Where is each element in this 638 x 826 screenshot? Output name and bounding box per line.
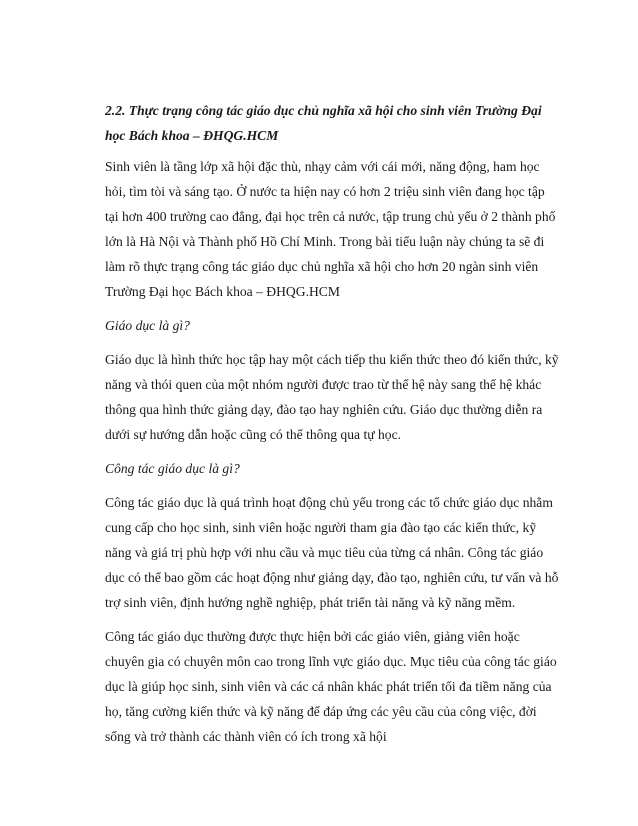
paragraph-education-work-definition: Công tác giáo dục là quá trình hoạt động chủ yếu trong các tổ chức giáo dục nhằm cung cấp cho học sinh, sinh viên hoặc người tham gia đào tạo các kiến thức, kỹ năng và giá trị phù hợp với nhu cầu và mục tiêu của từng cá nhân. Công tác giáo dục có thể bao gồm các hoạt động như giảng dạy, đào tạo, nghiên cứu, tư vấn và hỗ trợ sinh viên, định hướng nghề nghiệp, phát triển tài năng và kỹ năng mềm. xyxy=(105,495,559,610)
subheading-education-work: Công tác giáo dục là gì? xyxy=(105,461,240,476)
spacer xyxy=(105,447,560,456)
paragraph-education-work-goals: Công tác giáo dục thường được thực hiện bởi các giáo viên, giảng viên hoặc chuyên gia có chuyên môn cao trong lĩnh vực giáo dục. Mục tiêu của công tác giáo dục là giúp học sinh, sinh viên và các cá nhân khác phát triển tối đa tiềm năng của họ, tăng cường kiến thức và kỹ năng để đáp ứng các yêu cầu của công việc, đời sống và trở thành các thành viên có ích trong xã hội xyxy=(105,629,557,744)
spacer xyxy=(105,481,560,490)
subheading-what-is-education: Giáo dục là gì? xyxy=(105,318,190,333)
spacer xyxy=(105,338,560,347)
spacer xyxy=(105,304,560,313)
spacer xyxy=(105,615,560,624)
document-body xyxy=(105,98,560,749)
intro-paragraph: Sinh viên là tầng lớp xã hội đặc thù, nhạy cảm với cái mới, năng động, ham học hỏi, tìm tòi và sáng tạo. Ở nước ta hiện nay có hơn 2 triệu sinh viên đang học tập tại hơn 400 trường cao đẳng, đại học trên cả nước, tập trung chủ yếu ở 2 thành phố lớn là Hà Nội và Thành phố Hồ Chí Minh. Trong bài tiểu luận này chúng ta sẽ đi làm rõ thực trạng công tác giáo dục chủ nghĩa xã hội cho hơn 20 ngàn sinh viên Trường Đại học Bách khoa – ĐHQG.HCM xyxy=(105,159,556,299)
paragraph-education-definition: Giáo dục là hình thức học tập hay một cách tiếp thu kiến thức theo đó kiến thức, kỹ năng và thói quen của một nhóm người được trao từ thế hệ này sang thế hệ khác thông qua hình thức giảng dạy, đào tạo hay nghiên cứu. Giáo dục thường diễn ra dưới sự hướng dẫn hoặc cũng có thể thông qua tự học. xyxy=(105,352,559,442)
section-title: 2.2. Thực trạng công tác giáo dục chủ nghĩa xã hội cho sinh viên Trường Đại học Bách khoa – ĐHQG.HCM xyxy=(105,103,542,143)
